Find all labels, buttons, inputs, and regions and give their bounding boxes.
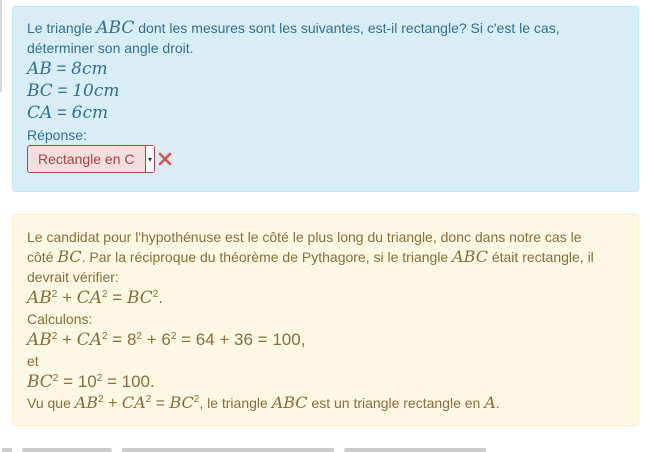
explanation-paragraph <box>27 227 624 287</box>
explanation-panel <box>12 214 639 426</box>
explanation-text: . <box>495 395 500 411</box>
explanation-text: était rectangle, il <box>487 249 594 265</box>
answer-select[interactable] <box>27 145 155 173</box>
question-text-part: Le triangle <box>27 20 97 36</box>
reponse-label: Réponse: <box>27 127 87 143</box>
measure-right: 6cm <box>71 103 109 123</box>
explanation-math: BC <box>57 247 82 266</box>
explanation-text: . Par la réciproque du théorème de Pythagore, si le triangle <box>81 249 453 265</box>
question-text-part: dont les mesures sont les suivantes, est-il rectangle? Si c'est le cas, <box>134 20 560 36</box>
measure-bc: BC = 10cm <box>27 81 120 101</box>
question-triangle-math: ABC <box>96 18 135 38</box>
measure-left: CA <box>27 103 53 123</box>
bottom-tabs-strip <box>0 448 648 452</box>
explanation-text: , le triangle <box>199 395 272 411</box>
explanation-text: côté <box>27 249 58 265</box>
bottom-tab[interactable] <box>2 448 12 452</box>
measure-ab: AB = 8cm <box>27 59 108 79</box>
bottom-tab[interactable] <box>122 448 334 452</box>
answer-row <box>27 145 624 173</box>
et-label: et <box>27 353 39 369</box>
chevron-down-icon[interactable]: ▾ <box>145 146 154 172</box>
calculons-label: Calculons: <box>27 311 93 327</box>
question-text <box>27 18 624 58</box>
measure-ca: CA = 6cm <box>27 103 109 123</box>
measure-right: 8cm <box>71 59 108 79</box>
measure-right: 10cm <box>72 81 120 101</box>
explanation-text: Le candidat pour l'hypothénuse est le côté le plus long du triangle, donc dans notre cas le <box>27 229 582 245</box>
conclusion: Vu que $AB^2 + CA^2 = BC^2$, le triangle ABC est un triangle rectangle en A. <box>27 393 500 412</box>
explanation-text: est un triangle rectangle en <box>307 395 485 411</box>
left-edge-divider <box>0 0 2 92</box>
explanation-math: A <box>484 393 496 412</box>
explanation-math: ABC <box>271 393 308 412</box>
question-panel <box>12 6 639 192</box>
answer-selected-value: Rectangle en C <box>38 151 135 167</box>
bottom-tab[interactable] <box>344 448 486 452</box>
explanation-math: ABC <box>452 247 488 266</box>
explanation-text: devrait vérifier: <box>27 269 119 285</box>
measure-left: BC <box>27 81 53 101</box>
bc-squared-equation: $BC^2 = 10^2 = 100$. <box>27 372 155 392</box>
cross-icon <box>158 152 172 166</box>
pythagoras-equation: $AB^2 + CA^2 = BC^2$. <box>27 288 164 308</box>
measure-left: AB <box>27 59 52 79</box>
bottom-tab[interactable] <box>22 448 112 452</box>
calculation-equation: $AB^2 + CA^2 = 8^2 + 6^2 = 64 + 36 = 100$, <box>27 330 306 350</box>
question-text-part: déterminer son angle droit. <box>27 40 194 56</box>
explanation-text: Vu que <box>27 395 75 411</box>
